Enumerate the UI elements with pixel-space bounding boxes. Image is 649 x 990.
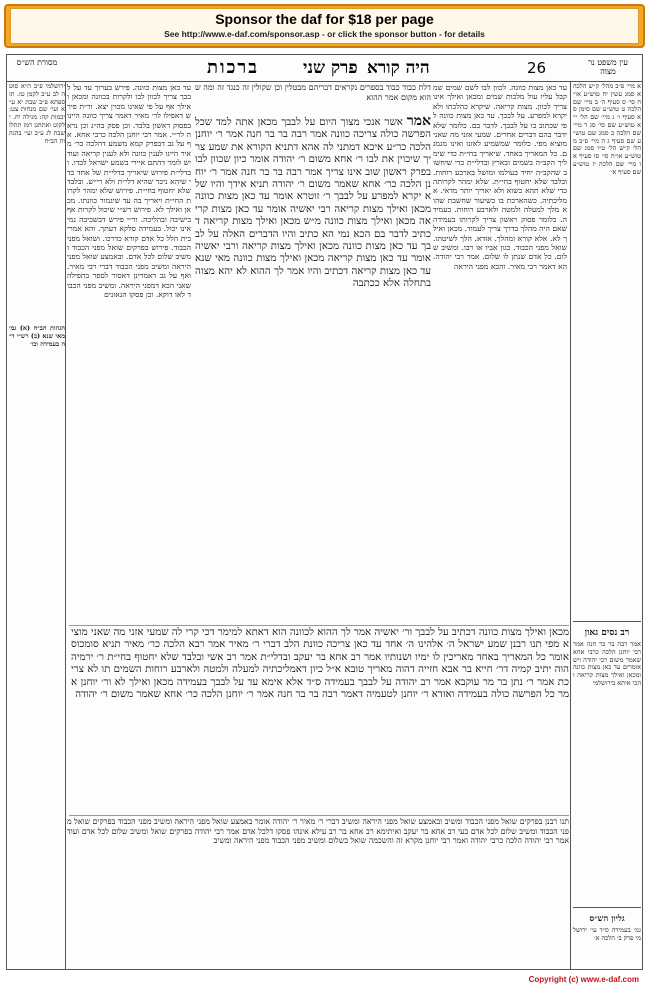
rashi-commentary: עד כאן מצות כוונה. לכוון לבו לשם שמים שמקבל עליו עול מלכות שמים ומכאן ואילך אינו צריך לכוון. מצות קריאה. שיקרא כהלכתו ולא יקרא למפרע. על לבבך. עד כאן מצות כוונה לפי שכתוב בו על לבבך. לדבר בם. כלומר שלא ידבר בהם דברים אחרים. שמעי אזני מה שאני מוציא מפי. כלומר שמשמיע לאזנו ואינו מגמגם. כל המאריך באחד. שיאריך בחי״ת כדי שימליך הקב״ה בשמים ובארץ ובדלי״ת כדי שיחשוב שהקב״ה יחיד בעולמו ומושל בארבע רוחות. ובלבד שלא יחטוף בחי״ת. שלא ימהר לקרותה כדי שלא תהא כשוא ולא יאריך יותר מדאי. אמליכתיה. כשהארכת בו כשיעור שחשבת שהוא מלך למעלה ולמטה ולארבע רוחות. בעמידה. כלומר פסוק ראשון צריך לקרותו בעמידה שאם היה מהלך בדרך צריך לעמוד. מכאן ואילך לא. אלא קורא ומהלך. אזדא. הלך לשיטתו. שואל מפני הכבוד. כגון אביו או רבו. ומשיב שלום. כל אדם שנתן לו שלום. אמר רבי יהודה. הא דאמר רבי מאיר. והכא מפני היראה <box>433 83 567 271</box>
masoret-hashas-column: ירושלמי פ״ב ה״א סוטה לב ע״ב לקמן טז. תוספתא פ״ב שבת יא ע״א ועי׳ שם מנחות צט: יבמות קה: מגילה יח. ילקוט ואתחנן רמז תתלו שבת לג ע״ב ועי׳ בהגהות הב״ח <box>9 83 65 145</box>
masoret-hashas-title: מסורת הש״ס <box>16 58 58 67</box>
tractate-name: ברכות <box>207 57 259 78</box>
left-margin-divider <box>65 81 66 970</box>
opening-word: אמר <box>406 115 431 129</box>
sponsor-subtitle: See http://www.e-daf.com/sponsor.asp - or click the sponsor button - for details <box>164 29 485 39</box>
gilyon-hashas-title: גליון הש״ס <box>589 914 625 924</box>
gemara-main-body: אשר אנכי מצוך היום על לבבך מכאן אתה למד שכל הפרשה כולה צריכה כוונה אמר רבה בר בר חנה אמר ר׳ יוחנן הלכה כר״ע איכא דמתני לה אהא דתניא הקורא את שמע צריך שיכוין את לבו ר׳ אחא משום ר׳ יהודה אומר כיון שכוון לבו בפרק ראשון שוב אינו צריך אמר רבה בר בר חנה אמר ר׳ יוחנן הלכה כר׳ אחא שאמר משום ר׳ יהודה תניא אידך והיו שלא יקרא למפרע על לבבך ר׳ זוטרא אומר עד כאן מצות כוונה מכאן ואילך מצות קריאה רבי יאשיה אומר עד כאן מצות קריאה מכאן ואילך מצות כוונה מ״ש מכאן ואילך מצות קריאה דכתיב לדבר בם הכא נמי הא כתיב והיו הדברים האלה על לבבך עד כאן מצות כוונה מכאן ואילך מצות קריאה ורבי יאשיה אומר עד כאן מצות קריאה מכאן ואילך מצות כוונה מאי שנא עד כאן מצות קריאה דכתיב והיו אמר לך ההוא לא יהא מצוה בתחלה אלא ככתבה <box>195 117 431 290</box>
gemara-continued-text: מכאן ואילך מצות כוונה דכתיב על לבבך ור׳ יאשיה אמר לך ההוא לכוונה הוא דאתא למימר דכי קרי לה שמעי אזני מה שאני מוציא מפי תנו רבנן שמע ישראל ה׳ אלהינו ה׳ אחד עד כאן צריכה כוונת הלב דברי ר׳ מאיר אמר רבא הלכה כר׳ מאיר תניא סומכוס אומר כל המאריך באחד מאריכין לו ימיו ושנותיו אמר רב אחא בר יעקב ובדלי״ת אמר רב אשי ובלבד שלא יחטוף בחי״ת ר׳ ירמיה הוה יתיב קמיה דר׳ חייא בר אבא חזייה דהוה מאריך טובא א״ל כיון דאמליכתיה למעלה ולמטה ולארבע רוחות השמים תו לא צריכת אמר ר׳ נתן בר מר עוקבא אמר רב יהודה על לבבך בעמידה ס״ד אלא אימא עד על לבבך בעמידה מכאן ואילך לא ור׳ יוחנן אמר כל הפרשה כולה בעמידה ואזדא ר׳ יוחנן לטעמיה דאמר רבה בר בר חנה אמר ר׳ יוחנן הלכה כר׳ אחא שאמר משום ר׳ יהודה <box>71 627 569 701</box>
hagahot-habach: הגהות הב״ח (א) גמ׳ מאי שנא (ב) רש״י ד״ה בעמידה וכו׳ <box>9 325 65 348</box>
gemara-width-divider <box>69 625 569 626</box>
talmud-page <box>6 54 643 970</box>
rav-nissim-title: רב נסים גאון <box>584 628 630 638</box>
chapter-name: היה קורא <box>367 58 430 78</box>
header-divider <box>7 81 643 82</box>
page-number: 26 <box>527 59 547 77</box>
page-header <box>7 55 642 81</box>
sponsor-banner-inner <box>10 8 639 44</box>
ein-mishpat-column: א מיי׳ פ״ב מהל׳ ק״ש הלכה א סמג עשין יח טוש״ע או״ח סי׳ ס סעיף ה׳ ב מיי׳ שם הלכה ט טוש״ע שם סימן סא סעיף ו׳ ג מיי׳ שם הל׳ י״א טוש״ע שם סי׳ סג ד מיי׳ שם הלכה ב סמג שם טוש״ע שם סעיף ג ה מיי׳ פ״ב מהל׳ ק״ש הל׳ ט״ו סמג שם טוש״ע או״ח סי׳ סו סעיף א ו מיי׳ שם הלכה יז טוש״ע שם סעיף א׳ <box>573 83 641 176</box>
sponsor-banner[interactable] <box>4 4 645 48</box>
chapter-label: פרק שני <box>303 58 358 78</box>
rav-nissim-column: אמר רבה בר בר חנה אמר רבי יוחנן הלכה כרבי אחא שאמר משום רבי יהודה ויש אומרים עד כאן מצות כוונה ומכאן ואילך מצות קריאה והכי איתא בירושלמי <box>573 641 641 687</box>
gilyon-hashas-text: גמ׳ בעמידה ס״ד עי׳ ירושלמי פרק ב׳ הלכה א׳ <box>573 927 641 942</box>
gemara-lower-text: תנו רבנן בפרקים שואל מפני הכבוד ומשיב ובאמצע שואל מפני היראה ומשיב דברי ר׳ מאיר ר׳ יהודה אומר באמצע שואל מפני היראה ומשיב מפני הכבוד בפרקים שואל מפני הכבוד ומשיב שלום לכל אדם בעי רב אחא בר יעקב ואיתימא רב אחא בר רב עילא אינהו פסקו דלכל אדם אמר רבי יהודה בפרקים שואל ומשיב שלום לכל אדם ועוד אמר רבי יהודה הלכה כרבי יהודה ואמר רבי יוחנן מקרא זה והשכמה שואל בשלום ומשיב מפני הכבוד מפני היראה ומשיב <box>67 817 569 845</box>
tosafot-commentary: עד כאן מצות כוונה. פירש בערוך עד על לבבך צריך לכוון לבו ולקרות בכוונה ומכאן ואילך אף על פי שאינו מכוין יצא. ור״ת פירש דאפילו לר׳ מאיר דאמר צריך כוונה היינו בפסוק ראשון בלבד. וכן פסק בה״ג וכן נראה לר״י. אמר רבי יוחנן הלכה כרבי אחא. אף על גב דבפרק קמא משמע דהלכה כר׳ מאיר היינו לענין כוונה ולא לענין קריאה ועוד יש לומר דהתם איירי בשמע ישראל לבדו. ובדלי״ת פירוש שיאריך בדלי״ת של אחד כדי שיהא ניכר שהיא דלי״ת ולא רי״ש. ובלבד שלא יחטוף בחי״ת. פירוש שלא ימהר לקרות החי״ת ויאריך בה עד שיגמור כוונתו. מכאן ואילך לא. פירוש רש״י שיכול לקרות אף בישיבה ובהליכה. ור״י פירש דבשכיבה נמי אינו יכול. בעמידה סלקא דעתך. והא אמרי בית הלל כל אדם קורא כדרכו. ושואל מפני הכבוד. פירוש בפרקים שואל מפני הכבוד ומשיב שלום לכל אדם. ובאמצע שואל מפני היראה ומשיב מפני הכבוד דברי רבי מאיר. ואף על גב דאמרינן דאסור לספר בתפילה שאני הכא דמפני היראה. ומשיב מפני הכבוד לאו דוקא. וכן פסקו הגאונים <box>67 83 191 299</box>
sponsor-title[interactable]: Sponsor the daf for $18 per page <box>215 11 434 27</box>
right-margin-divider <box>570 81 571 970</box>
gemara-main-text <box>195 115 431 625</box>
gemara-opening: דלת כבוד כבוד בספרים נקראים דבריהם מבטלין וכן שקולין זה כנגד זה ומה שהוא מקום אמר ההוא <box>195 83 431 102</box>
copyright-link[interactable]: Copyright (c) www.e-daf.com <box>528 975 639 984</box>
ein-mishpat-title: עין משפט נר מצוה <box>588 58 628 76</box>
lower-divider <box>69 815 569 816</box>
